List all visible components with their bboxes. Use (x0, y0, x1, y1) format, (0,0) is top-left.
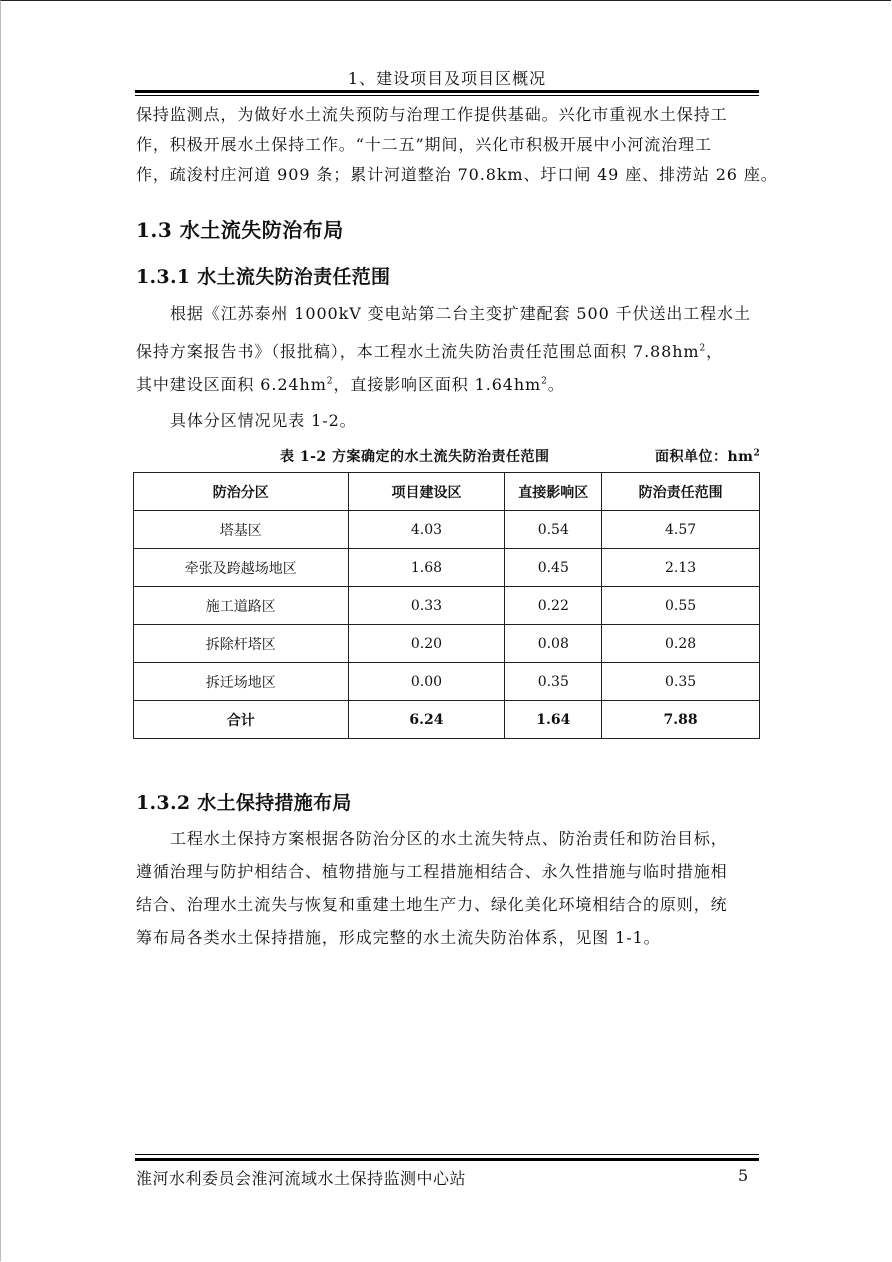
responsibility-line-1: 根据《江苏泰州 1000kV 变电站第二台主变扩建配套 500 千伏送出工程水土 (170, 304, 751, 323)
table-cell: 4.03 (348, 511, 505, 549)
superscript: 2 (541, 376, 548, 387)
impact-area-text: ，直接影响区面积 1.64hm (333, 375, 542, 394)
punctuation: ， (706, 342, 724, 361)
total-responsibility-range: 7.88 (602, 701, 760, 739)
measures-paragraph (136, 826, 760, 951)
table-cell: 拆迁场地区 (134, 663, 349, 701)
table-cell: 0.08 (505, 625, 602, 663)
footer-rule-thick (135, 1158, 759, 1161)
table-row (134, 625, 760, 663)
running-header: 1、建设项目及项目区概况 (347, 69, 547, 88)
table-cell: 0.35 (602, 663, 760, 701)
footer-organization: 淮河水利委员会淮河流域水土保持监测中心站 (136, 1169, 467, 1188)
section-heading-1-3: 1.3 水土流失防治布局 (136, 218, 344, 242)
superscript: 2 (753, 448, 761, 459)
table-row (134, 663, 760, 701)
responsibility-line-2 (136, 339, 760, 365)
responsibility-table (133, 472, 760, 739)
total-construction-area: 6.24 (348, 701, 505, 739)
table-row (134, 511, 760, 549)
intro-paragraph (136, 102, 778, 188)
responsibility-line-3 (136, 372, 760, 398)
measures-line: 工程水土保持方案根据各防治分区的水土流失特点、防治责任和防治目标， (170, 829, 728, 848)
footer-rule-thin (135, 1154, 759, 1155)
table-unit-label (655, 446, 760, 466)
table-cell: 施工道路区 (134, 587, 349, 625)
superscript: 2 (326, 376, 334, 387)
header-construction-area: 项目建设区 (348, 473, 505, 511)
table-cell: 拆除杆塔区 (134, 625, 349, 663)
table-cell: 0.45 (505, 549, 602, 587)
section-heading-1-3-1: 1.3.1 水土流失防治责任范围 (136, 266, 391, 288)
table-caption: 表 1-2 方案确定的水土流失防治责任范围 (280, 449, 550, 465)
table-cell: 塔基区 (134, 511, 349, 549)
table-cell: 0.22 (505, 587, 602, 625)
table-cell: 0.28 (602, 625, 760, 663)
total-label: 合计 (134, 701, 349, 739)
table-cell: 0.55 (602, 587, 760, 625)
page-number: 5 (738, 1166, 749, 1185)
table-row (134, 587, 760, 625)
header-rule-thick (135, 90, 759, 93)
section-heading-1-3-2: 1.3.2 水土保持措施布局 (136, 792, 352, 814)
table-cell: 1.68 (348, 549, 505, 587)
total-direct-impact-area: 1.64 (505, 701, 602, 739)
intro-line: 保持监测点，为做好水土流失预防与治理工作提供基础。兴化市重视水土保持工 (136, 105, 728, 124)
table-total-row (134, 701, 760, 739)
table-cell: 牵张及跨越场地区 (134, 549, 349, 587)
table-row (134, 549, 760, 587)
responsibility-line-2-text: 保持方案报告书》（报批稿），本工程水土流失防治责任范围总面积 7.88hm (136, 342, 700, 361)
header-responsibility-range: 防治责任范围 (602, 473, 760, 511)
table-cell: 0.00 (348, 663, 505, 701)
measures-line: 结合、治理水土流失与恢复和重建土地生产力、绿化美化环境相结合的原则，统 (136, 895, 728, 914)
measures-line: 遵循治理与防护相结合、植物措施与工程措施相结合、永久性措施与临时措施相 (136, 862, 728, 881)
intro-line: 作，疏浚村庄河道 909 条；累计河道整治 70.8km、圩口闸 49 座、排涝站 26 座。 (136, 165, 778, 184)
table-header-row (134, 473, 760, 511)
table-cell: 4.57 (602, 511, 760, 549)
table-cell: 0.54 (505, 511, 602, 549)
table-cell: 2.13 (602, 549, 760, 587)
header-zone: 防治分区 (134, 473, 349, 511)
punctuation: 。 (547, 375, 565, 394)
header-rule-thin (135, 95, 759, 96)
superscript: 2 (699, 343, 707, 354)
header-direct-impact-area: 直接影响区 (505, 473, 602, 511)
table-reference-line: 具体分区情况见表 1-2。 (170, 411, 357, 430)
intro-line: 作，积极开展水土保持工作。“十二五”期间，兴化市积极开展中小河流治理工 (136, 135, 712, 154)
construction-area-text: 其中建设区面积 6.24hm (136, 375, 327, 394)
table-cell: 0.35 (505, 663, 602, 701)
measures-line: 筹布局各类水土保持措施，形成完整的水土流失防治体系，见图 1-1。 (136, 928, 661, 947)
table-cell: 0.33 (348, 587, 505, 625)
table-cell: 0.20 (348, 625, 505, 663)
unit-text: 面积单位：hm (655, 449, 754, 465)
